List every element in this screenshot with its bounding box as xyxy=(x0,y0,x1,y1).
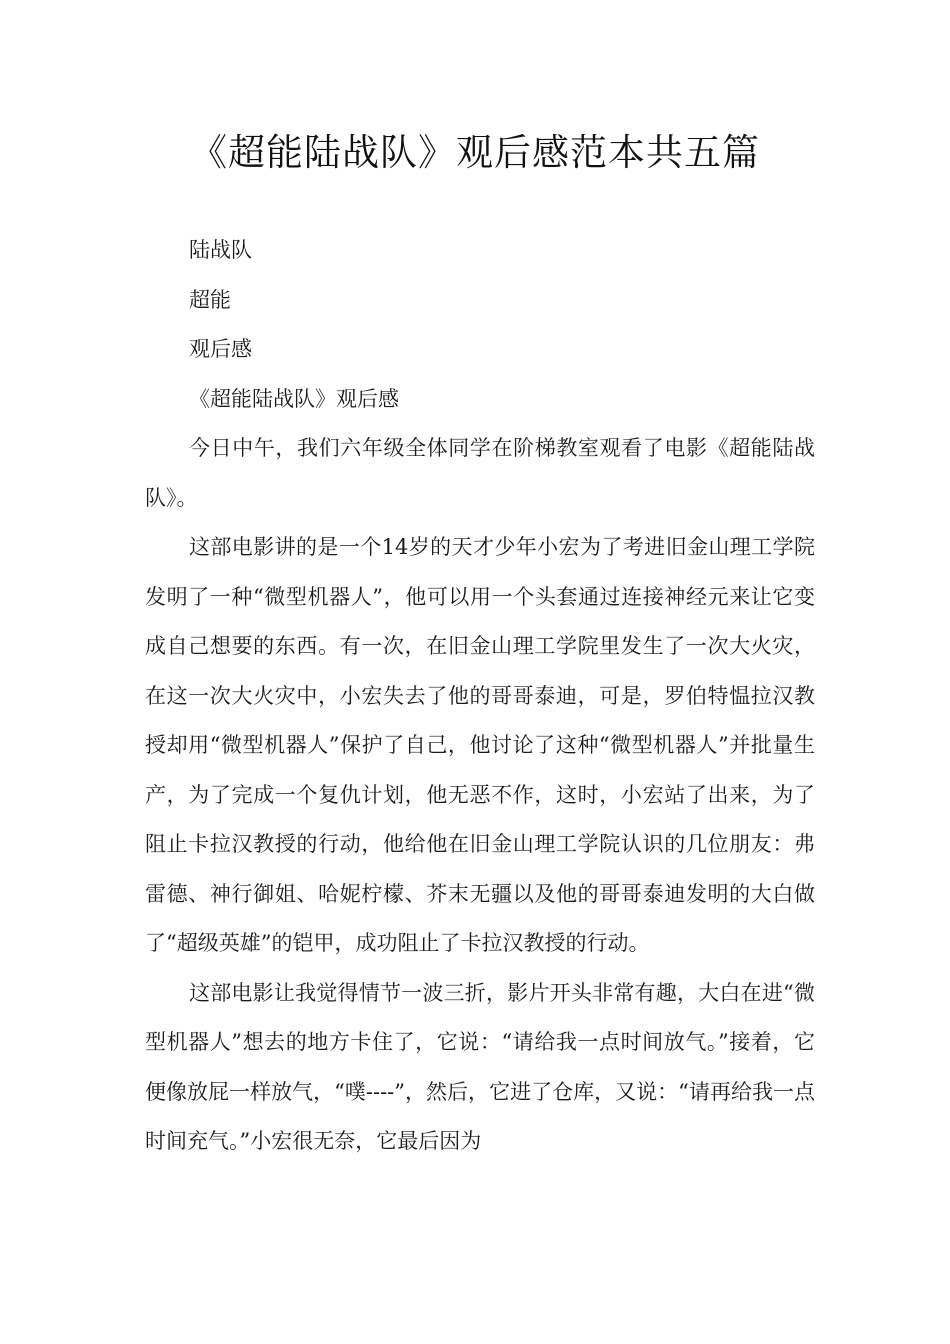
document-body xyxy=(145,226,815,1167)
keyword-line: 陆战队 xyxy=(189,238,252,262)
body-paragraph: 今日中午，我们六年级全体同学在阶梯教室观看了电影《超能陆战队》。 xyxy=(145,436,815,510)
keyword-line: 超能 xyxy=(189,287,231,312)
section-subtitle: 《超能陆战队》观后感 xyxy=(189,386,399,411)
keyword-line: 观后感 xyxy=(189,337,252,361)
body-paragraph: 这部电影让我觉得情节一波三折，影片开头非常有趣，大白在进“微型机器人”想去的地方卡住了，它说：“请给我一点时间放气。”接着，它便像放屁一样放气，“噗----”，然后，它进了仓库，又说：“请再给我一点时间充气。”小宏很无奈，它最后因为 xyxy=(145,980,815,1153)
body-paragraph: 这部电影讲的是一个14岁的天才少年小宏为了考进旧金山理工学院发明了一种“微型机器人”，他可以用一个头套通过连接神经元来让它变成自己想要的东西。有一次，在旧金山理工学院里发生了一次大火灾，在这一次大火灾中，小宏失去了他的哥哥泰迪，可是，罗伯特愠拉汉教授却用“微型机器人”保护了自己，他讨论了这种“微型机器人”并批量生产，为了完成一个复仇计划，他无恶不作，这时，小宏站了出来，为了阻止卡拉汉教授的行动，他给他在旧金山理工学院认识的几位朋友：弗雷德、神行御姐、哈妮柠檬、芥末无疆以及他的哥哥泰迪发明的大白做了“超级英雄”的铠甲，成功阻止了卡拉汉教授的行动。 xyxy=(145,535,815,955)
document-title: 《超能陆战队》观后感范本共五篇 xyxy=(190,131,760,174)
